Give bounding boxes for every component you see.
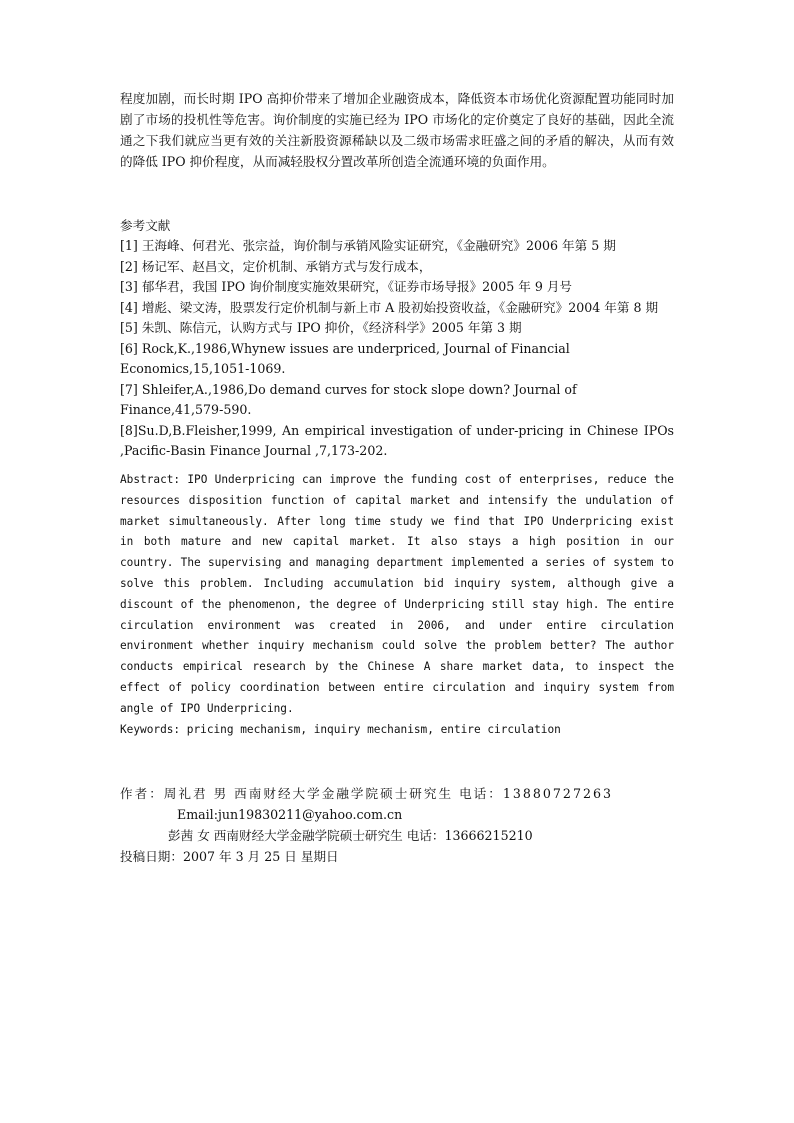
abstract-text: Abstract: IPO Underpricing can improve the funding cost of enterprises, reduce the resources disposition function of capital market and intensify the undulation of market simultaneously. After long time study we find that IPO Underpricing exist in both mature and new capital market. It also stays a high position in our country. The supervising and managing department implemented a series of system to solve this problem. Including accumulation bid inquiry system, although give a discount of the phenomenon, the degree of Underpricing still stay high. The entire circulation environment was created in 2006, and under entire circulation environment whether inquiry mechanism could solve the problem better? The author conducts empirical research by the Chinese A share market data, to inspect the effect of policy coordination between entire circulation and inquiry system from angle of IPO Underpricing. bbox=[120, 473, 674, 715]
submission-date: 投稿日期：2007 年 3 月 25 日 星期日 bbox=[120, 849, 339, 864]
reference-item: [4] 增彪、梁文涛，股票发行定价机制与新上市 A 股初始投资收益，《金融研究》2004 年第 8 期 bbox=[120, 299, 659, 315]
keywords-line: Keywords: pricing mechanism, inquiry mechanism, entire circulation bbox=[120, 722, 561, 736]
reference-list bbox=[120, 236, 674, 462]
author-line-2: 彭茜 女 西南财经大学金融学院硕士研究生 电话：13666215210 bbox=[168, 828, 533, 843]
reference-item: [1] 王海峰、何君光、张宗益，询价制与承销风险实证研究，《金融研究》2006 年第 5 期 bbox=[120, 238, 616, 253]
reference-item: [7] Shleifer,A.,1986,Do demand curves for stock slope down? Journal of Finance,41,579-590. bbox=[120, 381, 577, 417]
reference-item: [3] 郁华君，我国 IPO 询价制度实施效果研究，《证券市场导报》2005 年 9 月号 bbox=[120, 279, 573, 294]
author-line-1: 作者：周礼君 男 西南财经大学金融学院硕士研究生 电话：13880727263 bbox=[120, 786, 613, 801]
body-paragraph: 程度加剧，而长时期 IPO 高抑价带来了增加企业融资成本，降低资本市场优化资源配置功能同时加剧了市场的投机性等危害。询价制度的实施已经为 IPO 市场化的定价奠定了良好的基础，因此全流通之下我们就应当更有效的关注新股资源稀缺以及二级市场需求旺盛之间的矛盾的解决，从而有效的降低 IPO 抑价程度，从而减轻股权分置改革所创造全流通环境的负面作用。 bbox=[120, 91, 674, 169]
abstract-section bbox=[120, 470, 674, 740]
author-info bbox=[120, 783, 700, 867]
reference-item: [2] 杨记军、赵昌文，定价机制、承销方式与发行成本， bbox=[120, 258, 432, 274]
references-title: 参考文献 bbox=[120, 218, 171, 233]
reference-item: [6] Rock,K.,1986,Whynew issues are underpriced, Journal of Financial Economics,15,1051-1069. bbox=[120, 340, 570, 376]
references-section bbox=[120, 215, 674, 462]
reference-item: [8]Su.D,B.Fleisher,1999, An empirical investigation of under-pricing in Chinese IPOs ,Pacific-Basin Finance Journal ,7,173-202. bbox=[120, 422, 674, 458]
reference-item: [5] 朱凯、陈信元，认购方式与 IPO 抑价，《经济科学》2005 年第 3 期 bbox=[120, 320, 522, 335]
author-email: Email:jun19830211@yahoo.com.cn bbox=[177, 807, 403, 822]
